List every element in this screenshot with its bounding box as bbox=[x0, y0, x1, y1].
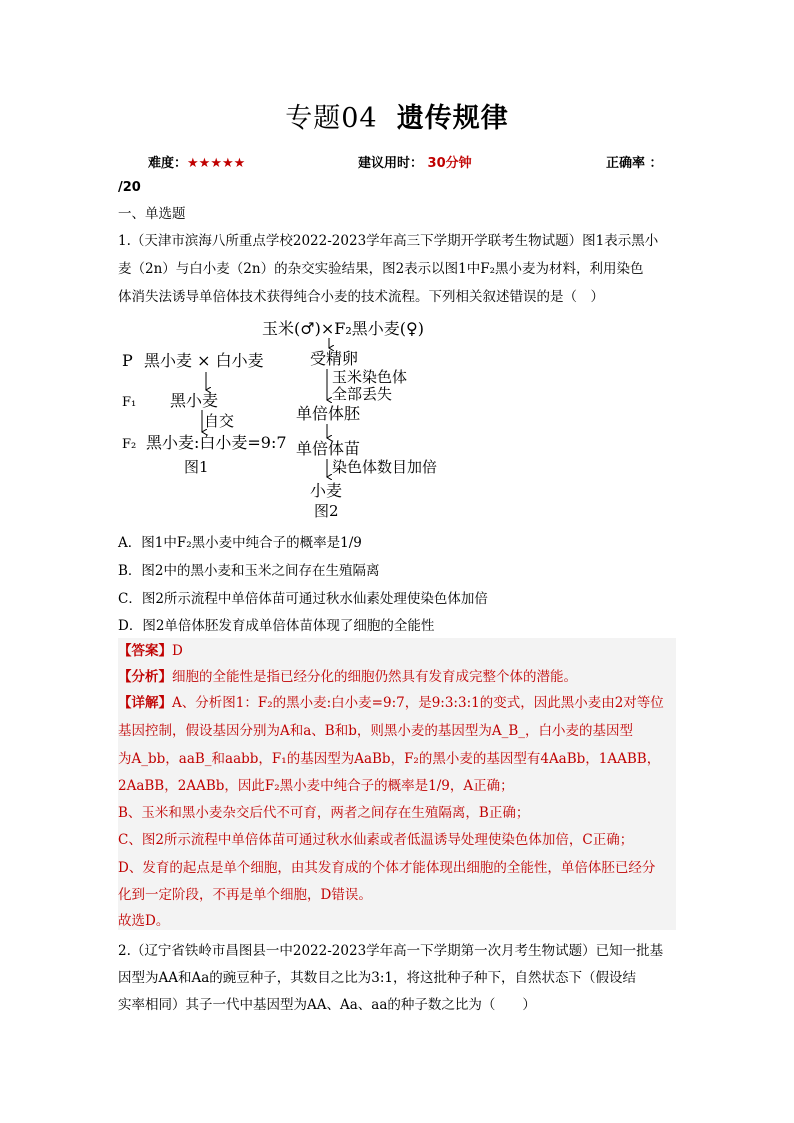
time-value: 30分钟 bbox=[427, 156, 472, 171]
q1-figure-svg bbox=[118, 314, 518, 524]
difficulty-stars: ★★★★★ bbox=[187, 156, 246, 171]
detail-line-5: C、图2所示流程中单倍体苗可通过秋水仙素或者低温诱导处理使染色体加倍，C正确； bbox=[118, 832, 634, 848]
fig1-f2-label: F₂ bbox=[122, 437, 137, 452]
fig1-cross: 黑小麦 × 白小麦 bbox=[144, 351, 264, 370]
fig2-top: 玉米(♂)×F₂黑小麦(♀) bbox=[262, 319, 424, 338]
detail-line-2: 为A_bb，aaB_和aabb，F₁的基因型为AaBb，F₂的黑小麦的基因型有4AaBb，1AABB， bbox=[118, 751, 661, 767]
fig2-wheat: 小麦 bbox=[310, 481, 343, 500]
difficulty-label: 难度： bbox=[148, 156, 188, 171]
answer-value: D bbox=[172, 643, 183, 659]
detail-line-1: 基因控制，假设基因分别为A和a、B和b，则黑小麦的基因型为A_B_，白小麦的基因型 bbox=[118, 723, 634, 739]
time-label: 建议用时： bbox=[358, 156, 424, 171]
analysis-text: 细胞的全能性是指已经分化的细胞仍然具有发育成完整个体的潜能。 bbox=[172, 669, 577, 685]
fig1-caption: 图1 bbox=[184, 458, 209, 476]
fig2-arrow1-label-b: 全部丢失 bbox=[332, 385, 393, 403]
detail-line-8: 故选D。 bbox=[118, 913, 170, 929]
q2-stem-line3: 实率相同）其子一代中基因型为AA、Aa、aa的种子数之比为（ ） bbox=[118, 997, 536, 1013]
section-heading: 一、单选题 bbox=[118, 206, 186, 222]
detail-line-4: B、玉米和黑小麦杂交后代不可育，两者之间存在生殖隔离，B正确； bbox=[118, 805, 530, 821]
q1-stem-line1: 1.（天津市滨海八所重点学校2022-2023学年高三下学期开学联考生物试题）图1表示黑小 bbox=[118, 233, 659, 249]
page-title bbox=[0, 96, 794, 135]
accuracy-total: /20 bbox=[118, 180, 141, 195]
q2-stem-line2: 因型为AA和Aa的豌豆种子，其数目之比为3:1，将这批种子种下，自然状态下（假设结 bbox=[118, 970, 637, 986]
q1-option-d[interactable]: D．图2单倍体胚发育成单倍体苗体现了细胞的全能性 bbox=[118, 618, 435, 634]
q1-stem-line3: 体消失法诱导单倍体技术获得纯合小麦的技术流程。下列相关叙述错误的是（ ） bbox=[118, 289, 604, 305]
accuracy-label: 正确率 ： bbox=[606, 156, 663, 171]
analysis-row bbox=[118, 664, 676, 690]
fig1-selfing: 自交 bbox=[204, 412, 235, 430]
q1-figure bbox=[118, 314, 518, 524]
analysis-label: 【分析】 bbox=[118, 669, 172, 685]
difficulty-row bbox=[148, 152, 245, 171]
fig2-haploid-embryo: 单倍体胚 bbox=[296, 404, 361, 423]
detail-line-3: 2AaBB，2AABb，因此F₂黑小麦中纯合子的概率是1/9，A正确； bbox=[118, 778, 514, 794]
q1-option-c[interactable]: C．图2所示流程中单倍体苗可通过秋水仙素处理使染色体加倍 bbox=[118, 591, 488, 607]
q2-stem-line1: 2.（辽宁省铁岭市昌图县一中2022-2023学年高一下学期第一次月考生物试题）已知一批基 bbox=[118, 943, 664, 959]
fig1-f1-label: F₁ bbox=[122, 395, 137, 410]
fig1-p-label: P bbox=[122, 351, 133, 370]
q1-stem-line2: 麦（2n）与白小麦（2n）的杂交实验结果，图2表示以图1中F₂黑小麦为材料，利用染色 bbox=[118, 261, 644, 277]
fig2-zygote: 受精卵 bbox=[310, 349, 359, 368]
q1-option-a[interactable]: A．图1中F₂黑小麦中纯合子的概率是1/9 bbox=[118, 535, 362, 551]
detail-line-0: A、分析图1：F₂的黑小麦:白小麦=9:7，是9:3:3:1的变式，因此黑小麦由2对等位 bbox=[172, 695, 664, 711]
fig1-f2-value: 黑小麦:白小麦=9:7 bbox=[146, 433, 287, 452]
fig2-caption: 图2 bbox=[314, 502, 339, 520]
fig1-f1-value: 黑小麦 bbox=[170, 391, 219, 410]
q1-option-b[interactable]: B．图2中的黑小麦和玉米之间存在生殖隔离 bbox=[118, 563, 380, 579]
detail-label: 【详解】 bbox=[118, 695, 172, 711]
title-prefix: 专题04 bbox=[285, 103, 378, 134]
time-row bbox=[358, 152, 472, 171]
title-main: 遗传规律 bbox=[396, 103, 509, 134]
answer-row bbox=[118, 638, 676, 664]
detail-line-7: 化到一定阶段，不再是单个细胞，D错误。 bbox=[118, 887, 372, 903]
detail-line-6: D、发育的起点是单个细胞，由其发育成的个体才能体现出细胞的全能性，单倍体胚已经分 bbox=[118, 860, 656, 876]
fig2-haploid-seedling: 单倍体苗 bbox=[296, 439, 361, 458]
fig2-arrow1-label-a: 玉米染色体 bbox=[332, 368, 408, 386]
detail-row-0 bbox=[118, 690, 676, 716]
answer-label: 【答案】 bbox=[118, 643, 172, 659]
fig2-arrow3-label: 染色体数目加倍 bbox=[332, 458, 438, 476]
